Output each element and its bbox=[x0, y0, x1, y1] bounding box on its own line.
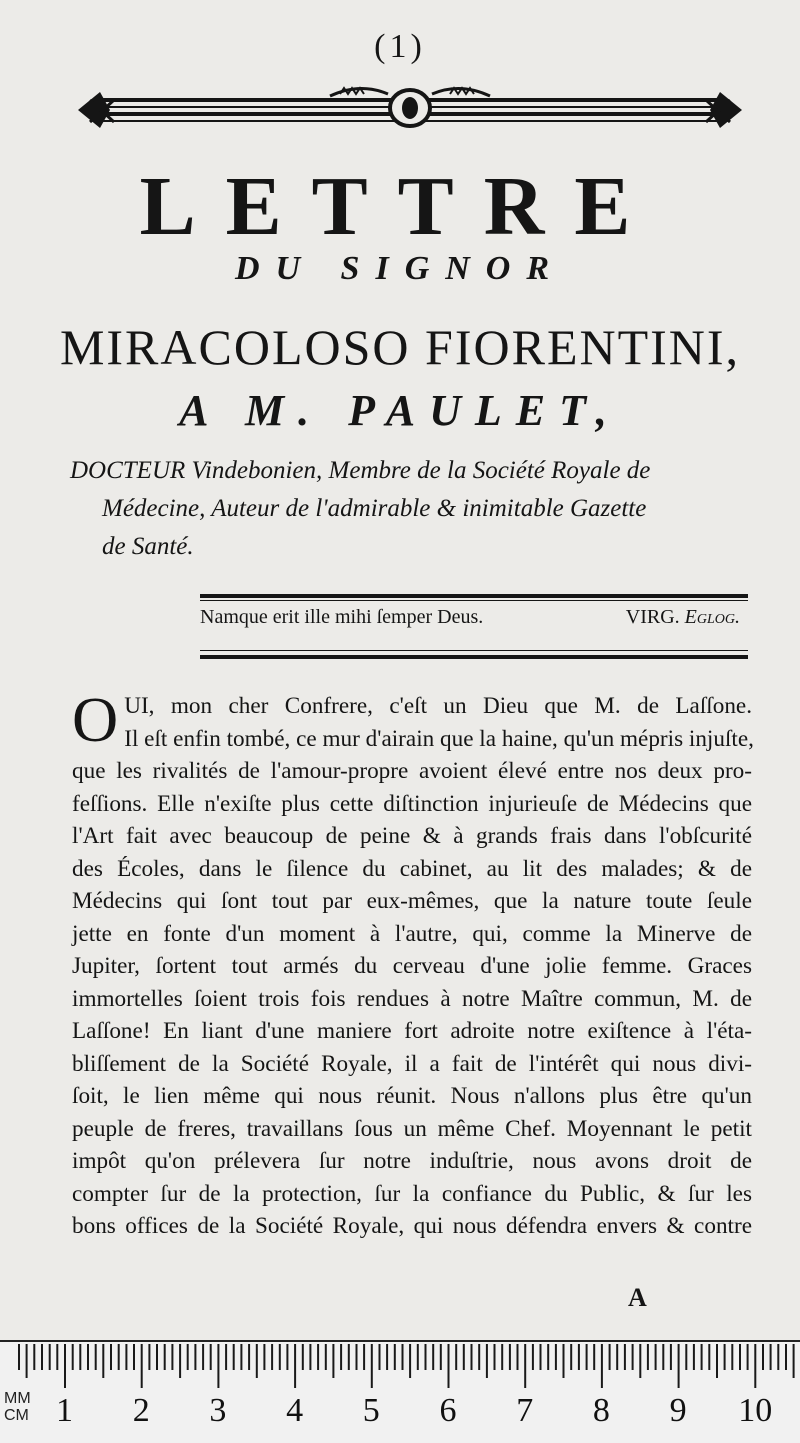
ruler-tick bbox=[555, 1344, 557, 1370]
ruler-tick bbox=[754, 1344, 756, 1388]
body-line: impôt qu'on prélevera ſur notre induſtrie, nous avons droit de bbox=[72, 1148, 752, 1174]
ruler-tick bbox=[41, 1344, 43, 1370]
ruler-tick bbox=[724, 1344, 726, 1370]
ruler-tick bbox=[340, 1344, 342, 1370]
ruler-tick bbox=[425, 1344, 427, 1370]
ruler-tick bbox=[432, 1344, 434, 1370]
body-line: bliſſement de la Société Royale, il a fait de l'intérêt qui nous divi- bbox=[72, 1050, 752, 1077]
ruler-tick bbox=[509, 1344, 511, 1370]
ruler-tick bbox=[133, 1344, 135, 1370]
ruler-tick bbox=[501, 1344, 503, 1370]
body-line: compter ſur de la protection, ſur la confiance du Public, & ſur les bbox=[72, 1180, 752, 1207]
ruler-tick bbox=[586, 1344, 588, 1370]
ruler-tick bbox=[87, 1344, 89, 1370]
body-line: immortelles ſoient trois fois rendues à notre Maître commun, M. de bbox=[72, 985, 752, 1012]
body-line: Laſſone! En liant d'une maniere fort adroite notre exiſtence à l'éta- bbox=[72, 1018, 752, 1044]
ruler-tick bbox=[202, 1344, 204, 1370]
ruler-tick bbox=[156, 1344, 158, 1370]
ruler-tick bbox=[440, 1344, 442, 1370]
rule-bottom-thin bbox=[200, 650, 748, 651]
ruler-tick bbox=[770, 1344, 772, 1370]
ruler-number: 2 bbox=[132, 1392, 150, 1429]
dedication-line: Médecine, Auteur de l'admirable & inimitable Gazette bbox=[102, 495, 647, 522]
ruler-ticks bbox=[0, 1342, 800, 1388]
ruler-tick bbox=[171, 1344, 173, 1370]
ruler-tick bbox=[263, 1344, 265, 1370]
ruler-tick bbox=[187, 1344, 189, 1370]
ruler-tick bbox=[540, 1344, 542, 1370]
ruler-number: 5 bbox=[362, 1392, 380, 1429]
ruler-number: 8 bbox=[592, 1392, 610, 1429]
author-name: MIRACOLOSO FIORENTINI, bbox=[59, 319, 741, 375]
ruler-tick bbox=[164, 1344, 166, 1370]
ruler-tick bbox=[739, 1344, 741, 1370]
epigraph-source bbox=[626, 606, 740, 629]
body-line: des Écoles, dans le ſilence du cabinet, au lit des malades; & de bbox=[72, 855, 752, 882]
ruler-tick bbox=[26, 1344, 28, 1378]
ruler-tick bbox=[248, 1344, 250, 1370]
dedication-line: de Santé. bbox=[102, 533, 194, 560]
ruler-number: 6 bbox=[439, 1392, 457, 1429]
ruler-tick bbox=[64, 1344, 66, 1388]
ruler-tick bbox=[716, 1344, 718, 1378]
ruler-tick bbox=[547, 1344, 549, 1370]
ruler-tick bbox=[325, 1344, 327, 1370]
ruler-tick bbox=[524, 1344, 526, 1388]
ruler-tick bbox=[18, 1344, 20, 1370]
body-line: UI, mon cher Confrere, c'eſt un Dieu que M. de Laſſone. bbox=[124, 693, 752, 719]
ruler-tick bbox=[210, 1344, 212, 1370]
ruler-tick bbox=[125, 1344, 127, 1370]
ruler-tick bbox=[309, 1344, 311, 1370]
ruler-tick bbox=[563, 1344, 565, 1378]
ruler-tick bbox=[402, 1344, 404, 1370]
ruler-number: 10 bbox=[738, 1392, 773, 1429]
rule-top-thick bbox=[200, 594, 748, 598]
body-line: Médecins qui ſont tout par eux-mêmes, que la nature toute ſeule bbox=[72, 888, 752, 914]
ruler-tick bbox=[141, 1344, 143, 1388]
addressee: A M. PAULET, bbox=[179, 386, 621, 435]
ruler-unit-cm: CM bbox=[4, 1407, 29, 1424]
ruler-tick bbox=[685, 1344, 687, 1370]
ruler-tick bbox=[616, 1344, 618, 1370]
epigraph-quote: Namque erit ille mihi ſemper Deus. bbox=[200, 606, 484, 628]
drop-cap: O bbox=[72, 684, 119, 755]
ruler-tick bbox=[655, 1344, 657, 1370]
ruler-tick bbox=[593, 1344, 595, 1370]
ruler-tick bbox=[240, 1344, 242, 1370]
ruler-tick bbox=[517, 1344, 519, 1370]
ruler-tick bbox=[194, 1344, 196, 1370]
epigraph-author: VIRG. bbox=[625, 606, 680, 628]
ruler-tick bbox=[356, 1344, 358, 1370]
body-line: ſoit, le lien même qui nous réunit. Nous n'allons plus être qu'un bbox=[72, 1083, 752, 1109]
signature-mark: A bbox=[628, 1283, 647, 1312]
ruler-tick bbox=[394, 1344, 396, 1370]
ruler-tick bbox=[110, 1344, 112, 1370]
body-line: feſſions. Elle n'exiſte plus cette diſtinction injurieuſe de Médecins que bbox=[72, 790, 752, 817]
ruler-tick bbox=[363, 1344, 365, 1370]
ruler-number: 7 bbox=[516, 1392, 534, 1429]
ruler-tick bbox=[570, 1344, 572, 1370]
document-subtitle: DU SIGNOR bbox=[234, 250, 566, 287]
ruler-tick bbox=[286, 1344, 288, 1370]
body-line: peuple de freres, travaillans ſous un même Chef. Moyennant le petit bbox=[72, 1115, 752, 1142]
ruler-tick bbox=[386, 1344, 388, 1370]
body-line: Il eſt enfin tombé, ce mur d'airain que la haine, qu'un mépris injuſte, bbox=[124, 725, 754, 752]
ruler-tick bbox=[486, 1344, 488, 1378]
body-line: que les rivalités de l'amour-propre avoient élevé entre nos deux pro- bbox=[72, 758, 752, 784]
ruler-tick bbox=[225, 1344, 227, 1370]
ruler-tick bbox=[118, 1344, 120, 1370]
dedication bbox=[70, 452, 750, 566]
epigraph bbox=[200, 606, 740, 629]
ruler-tick bbox=[72, 1344, 74, 1370]
ruler-tick bbox=[624, 1344, 626, 1370]
ruler-tick bbox=[601, 1344, 603, 1388]
ruler-tick bbox=[747, 1344, 749, 1370]
ruler-tick bbox=[95, 1344, 97, 1370]
ruler-tick bbox=[279, 1344, 281, 1370]
ruler-tick bbox=[56, 1344, 58, 1370]
ruler-tick bbox=[455, 1344, 457, 1370]
ruler-tick bbox=[463, 1344, 465, 1370]
ruler-tick bbox=[448, 1344, 450, 1388]
ruler-tick bbox=[670, 1344, 672, 1370]
ruler-tick bbox=[662, 1344, 664, 1370]
ruler-tick bbox=[701, 1344, 703, 1370]
ruler-tick bbox=[494, 1344, 496, 1370]
ruler-tick bbox=[271, 1344, 273, 1370]
ruler-tick bbox=[471, 1344, 473, 1370]
rule-top-thin bbox=[200, 600, 748, 601]
ruler-number: 4 bbox=[286, 1392, 304, 1429]
ruler-tick bbox=[793, 1344, 795, 1378]
ruler-tick bbox=[102, 1344, 104, 1378]
ruler-tick bbox=[409, 1344, 411, 1378]
ruler-tick bbox=[49, 1344, 51, 1370]
ruler-tick bbox=[578, 1344, 580, 1370]
ruler-tick bbox=[731, 1344, 733, 1370]
ruler-tick bbox=[708, 1344, 710, 1370]
ruler-tick bbox=[478, 1344, 480, 1370]
body-line: jette en fonte d'un moment à l'autre, qui, comme la Minerve de bbox=[72, 920, 752, 947]
ruler-tick bbox=[762, 1344, 764, 1370]
ruler-tick bbox=[256, 1344, 258, 1378]
ruler-number: 1 bbox=[56, 1392, 73, 1429]
epigraph-work: Eglog. bbox=[684, 606, 740, 628]
ruler-tick bbox=[785, 1344, 787, 1370]
ruler-unit-label bbox=[4, 1390, 31, 1424]
measuring-ruler bbox=[0, 1340, 800, 1443]
ruler-tick bbox=[693, 1344, 695, 1370]
ruler-tick bbox=[233, 1344, 235, 1370]
ruler-tick bbox=[148, 1344, 150, 1370]
ruler-tick bbox=[79, 1344, 81, 1370]
ruler-tick bbox=[609, 1344, 611, 1370]
ruler-tick bbox=[379, 1344, 381, 1370]
ruler-tick bbox=[332, 1344, 334, 1378]
ruler-tick bbox=[294, 1344, 296, 1388]
body-line: l'Art fait avec beaucoup de peine & à grands frais dans l'obſcurité bbox=[72, 823, 752, 849]
letter-body bbox=[72, 684, 754, 1243]
ruler-tick bbox=[647, 1344, 649, 1370]
dedication-line: DOCTEUR Vindebonien, Membre de la Société Royale de bbox=[70, 457, 651, 484]
ruler-number: 9 bbox=[669, 1392, 687, 1429]
ruler-tick bbox=[348, 1344, 350, 1370]
ruler-tick bbox=[179, 1344, 181, 1378]
header-ornament bbox=[70, 82, 750, 138]
rule-bottom-thick bbox=[200, 655, 748, 659]
page-number: (1) bbox=[374, 28, 426, 65]
ruler-tick bbox=[417, 1344, 419, 1370]
ruler-tick bbox=[639, 1344, 641, 1378]
ruler-number: 3 bbox=[209, 1392, 227, 1429]
ruler-tick bbox=[371, 1344, 373, 1388]
ruler-tick bbox=[777, 1344, 779, 1370]
document-title: LETTRE bbox=[139, 160, 661, 253]
ruler-tick bbox=[33, 1344, 35, 1370]
ruler-tick bbox=[532, 1344, 534, 1370]
body-line: bons offices de la Société Royale, qui nous défendra envers & contre bbox=[72, 1213, 752, 1239]
body-line: Jupiter, ſortent tout armés du cerveau d'une jolie femme. Graces bbox=[72, 953, 752, 979]
ruler-tick bbox=[678, 1344, 680, 1388]
ruler-tick bbox=[217, 1344, 219, 1388]
ruler-tick bbox=[317, 1344, 319, 1370]
ruler-tick bbox=[302, 1344, 304, 1370]
ruler-tick bbox=[632, 1344, 634, 1370]
ruler-unit-mm: MM bbox=[4, 1390, 31, 1407]
